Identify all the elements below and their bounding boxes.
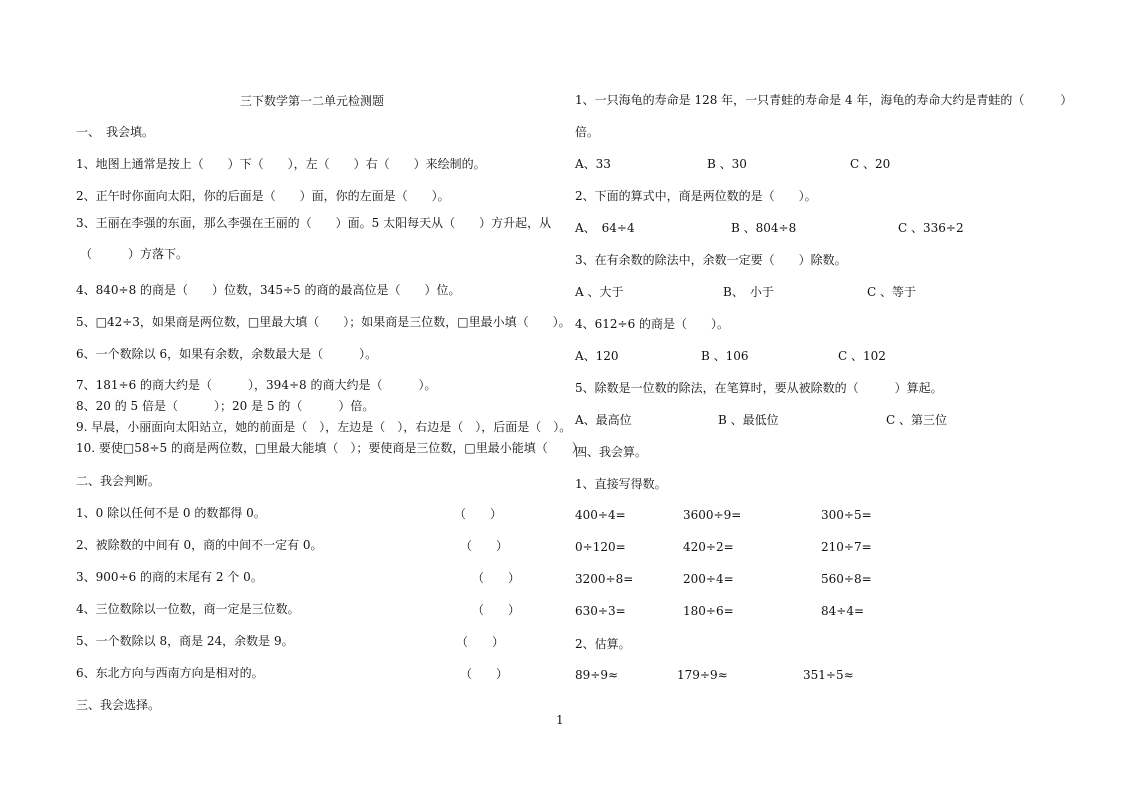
calc-item: 630÷3= (575, 604, 626, 618)
section-calc-heading: 四、我会算。 (575, 445, 648, 459)
section-fill-heading: 一、 我会填。 (76, 125, 155, 139)
choice-3-option-a: A 、大于 (575, 285, 624, 299)
choice-1-option-c: C 、20 (850, 157, 891, 171)
fill-question-4: 4、840÷8 的商是（ ）位数，345÷5 的商的最高位是（ ）位。 (76, 283, 461, 297)
calc-item: 0÷120= (575, 540, 626, 554)
choice-4-option-c: C 、102 (838, 349, 886, 363)
choice-3-option-c: C 、等于 (867, 285, 916, 299)
choice-4-option-b: B 、106 (701, 349, 749, 363)
judge-answer-paren-3: （ ） (472, 571, 521, 585)
fill-question-7: 7、181÷6 的商大约是（ ），394÷8 的商大约是（ ）。 (76, 378, 437, 392)
page-number: 1 (556, 713, 564, 727)
fill-question-3: 3、王丽在李强的东面，那么李强在王丽的（ ）面。5 太阳每天从（ ）方升起，从 (76, 216, 552, 230)
fill-question-1: 1、地图上通常是按上（ ）下（ ），左（ ）右（ ）来绘制的。 (76, 157, 486, 171)
fill-question-10: 10. 要使□58÷5 的商是两位数，□里最大能填（ ）；要使商是三位数，□里最小能填（ ）。 (76, 441, 590, 455)
judge-question-3: 3、900÷6 的商的末尾有 2 个 0。 (76, 570, 263, 584)
choice-question-1-continued: 倍。 (575, 125, 600, 139)
estimate-item: 89÷9≈ (575, 668, 619, 682)
judge-answer-paren-6: （ ） (460, 667, 509, 681)
choice-question-5: 5、除数是一位数的除法，在笔算时，要从被除数的（ ）算起。 (575, 381, 943, 395)
estimate-heading: 2、估算。 (575, 637, 631, 651)
choice-question-3: 3、在有余数的除法中，余数一定要（ ）除数。 (575, 253, 847, 267)
fill-question-2: 2、正午时你面向太阳，你的后面是（ ）面，你的左面是（ ）。 (76, 189, 450, 203)
judge-question-1: 1、0 除以任何不是 0 的数都得 0。 (76, 506, 266, 520)
judge-answer-paren-4: （ ） (472, 603, 521, 617)
estimate-item: 179÷9≈ (677, 668, 728, 682)
fill-question-3-continued: （ ）方落下。 (80, 247, 189, 261)
choice-5-option-b: B 、最低位 (718, 413, 779, 427)
fill-question-5: 5、□42÷3，如果商是两位数，□里最大填（ ）；如果商是三位数，□里最小填（ ）。 (76, 315, 571, 329)
judge-question-6: 6、东北方向与西南方向是相对的。 (76, 666, 264, 680)
calc-item: 420÷2= (683, 540, 734, 554)
judge-question-4: 4、三位数除以一位数，商一定是三位数。 (76, 602, 300, 616)
choice-2-option-b: B 、804÷8 (731, 221, 797, 235)
calc-item: 3200÷8= (575, 572, 634, 586)
choice-2-option-a: A、 64÷4 (575, 221, 635, 235)
calc-item: 400÷4= (575, 508, 626, 522)
choice-5-option-c: C 、第三位 (886, 413, 947, 427)
page-title: 三下数学第一二单元检测题 (240, 94, 385, 108)
choice-5-option-a: A、最高位 (575, 413, 632, 427)
fill-question-8: 8、20 的 5 倍是（ ）；20 是 5 的（ ）倍。 (76, 399, 375, 413)
estimate-item: 351÷5≈ (803, 668, 854, 682)
calc-item: 84÷4= (821, 604, 865, 618)
judge-answer-paren-1: （ ） (454, 507, 503, 521)
calc-item: 210÷7= (821, 540, 872, 554)
choice-2-option-c: C 、336÷2 (898, 221, 964, 235)
choice-question-2: 2、下面的算式中，商是两位数的是（ ）。 (575, 189, 817, 203)
choice-question-1: 1、一只海龟的寿命是 128 年，一只青蛙的寿命是 4 年，海龟的寿命大约是青蛙的（ ） (575, 93, 1073, 107)
calc-item: 200÷4= (683, 572, 734, 586)
fill-question-6: 6、一个数除以 6，如果有余数，余数最大是（ ）。 (76, 347, 378, 361)
fill-question-9: 9. 早晨，小丽面向太阳站立，她的前面是（ ），左边是（ ），右边是（ ），后面是（ ）。 (76, 420, 572, 434)
choice-4-option-a: A、120 (575, 349, 619, 363)
calc-item: 560÷8= (821, 572, 872, 586)
judge-answer-paren-2: （ ） (460, 539, 509, 553)
judge-question-2: 2、被除数的中间有 0，商的中间不一定有 0。 (76, 538, 323, 552)
choice-3-option-b: B、 小于 (723, 285, 774, 299)
calc-item: 180÷6= (683, 604, 734, 618)
judge-answer-paren-5: （ ） (456, 635, 505, 649)
judge-question-5: 5、一个数除以 8，商是 24，余数是 9。 (76, 634, 294, 648)
choice-question-4: 4、612÷6 的商是（ ）。 (575, 317, 730, 331)
section-judge-heading: 二、我会判断。 (76, 474, 161, 488)
calc-item: 3600÷9= (683, 508, 742, 522)
calc-item: 300÷5= (821, 508, 872, 522)
section-choice-heading: 三、我会选择。 (76, 698, 161, 712)
choice-1-option-a: A、33 (575, 157, 611, 171)
direct-answer-heading: 1、直接写得数。 (575, 477, 667, 491)
choice-1-option-b: B 、30 (707, 157, 747, 171)
